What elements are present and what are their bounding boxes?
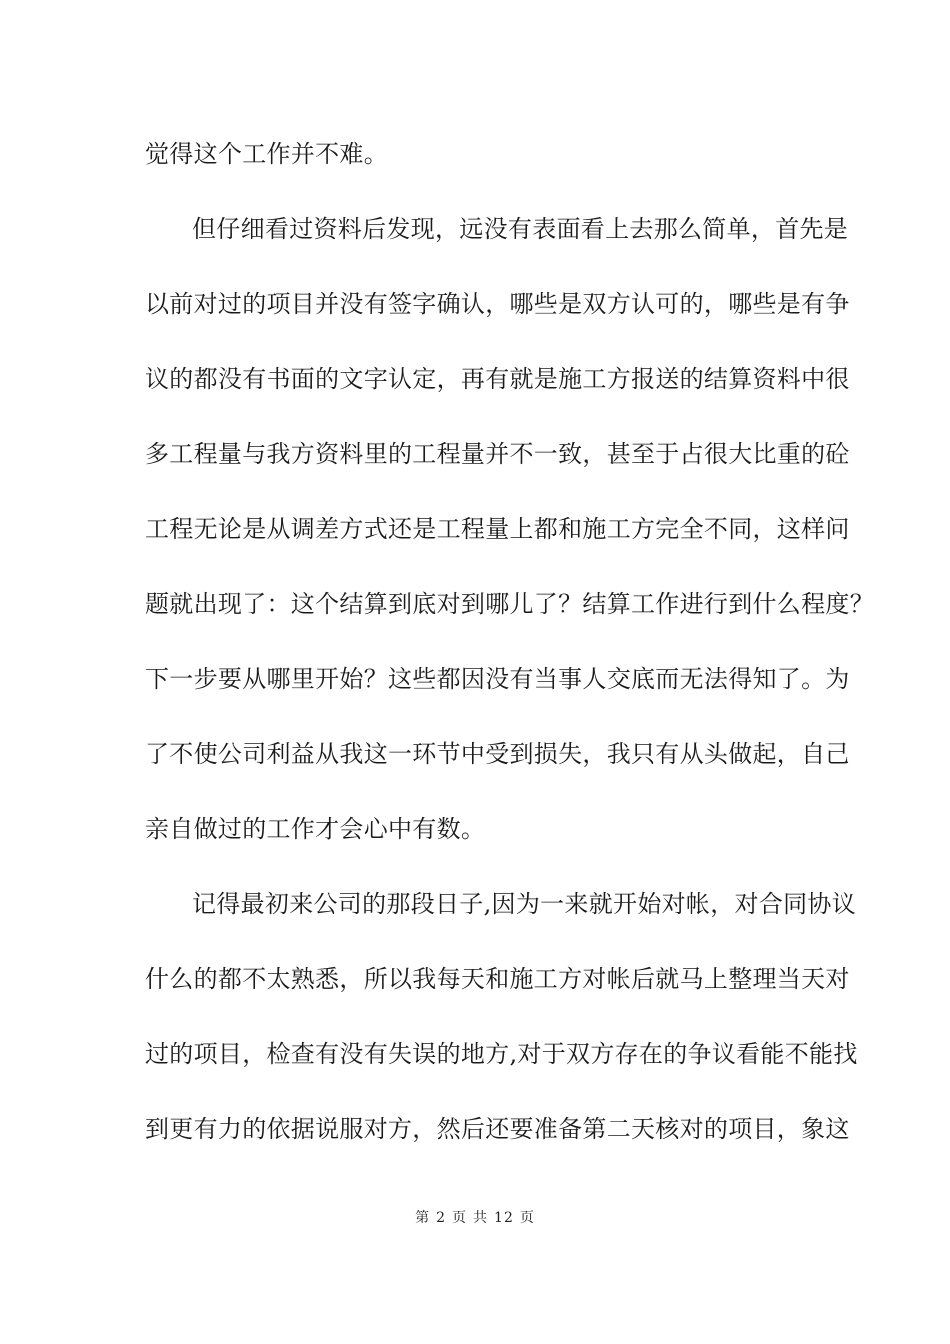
text-line: 到更有力的依据说服对方，然后还要准备第二天核对的项目，象这 bbox=[145, 1115, 850, 1143]
text-line: 了不使公司利益从我这一环节中受到损失，我只有从头做起，自己 bbox=[145, 740, 850, 768]
text-line: 下一步要从哪里开始？这些都因没有当事人交底而无法得知了。为 bbox=[145, 665, 850, 693]
text-line: 议的都没有书面的文字认定，再有就是施工方报送的结算资料中很 bbox=[145, 365, 850, 393]
paragraph-first-line: 记得最初来公司的那段日子,因为一来就开始对帐，对合同协议 bbox=[192, 890, 857, 918]
text-line: 什么的都不太熟悉，所以我每天和施工方对帐后就马上整理当天对 bbox=[145, 965, 850, 993]
paragraph-first-line: 但仔细看过资料后发现，远没有表面看上去那么简单，首先是 bbox=[192, 215, 849, 243]
footer-suffix: 页 bbox=[519, 1210, 535, 1226]
footer-total-word: 共 bbox=[473, 1210, 489, 1226]
footer-page-number: 2 bbox=[436, 1210, 447, 1226]
footer-page-word: 页 bbox=[452, 1210, 468, 1226]
text-line: 过的项目，检查有没有失误的地方,对于双方存在的争议看能不能找 bbox=[145, 1040, 858, 1068]
page-footer bbox=[0, 1208, 950, 1228]
footer-prefix: 第 bbox=[415, 1210, 431, 1226]
text-line: 亲自做过的工作才会心中有数。 bbox=[145, 815, 486, 843]
text-line: 觉得这个工作并不难。 bbox=[145, 140, 388, 168]
text-line: 多工程量与我方资料里的工程量并不一致，甚至于占很大比重的砼 bbox=[145, 440, 850, 468]
text-line: 工程无论是从调差方式还是工程量上都和施工方完全不同，这样问 bbox=[145, 515, 850, 543]
text-line: 题就出现了：这个结算到底对到哪儿了？结算工作进行到什么程度？ bbox=[145, 590, 874, 618]
footer-total-pages: 12 bbox=[494, 1210, 514, 1226]
text-line: 以前对过的项目并没有签字确认，哪些是双方认可的，哪些是有争 bbox=[145, 290, 850, 318]
